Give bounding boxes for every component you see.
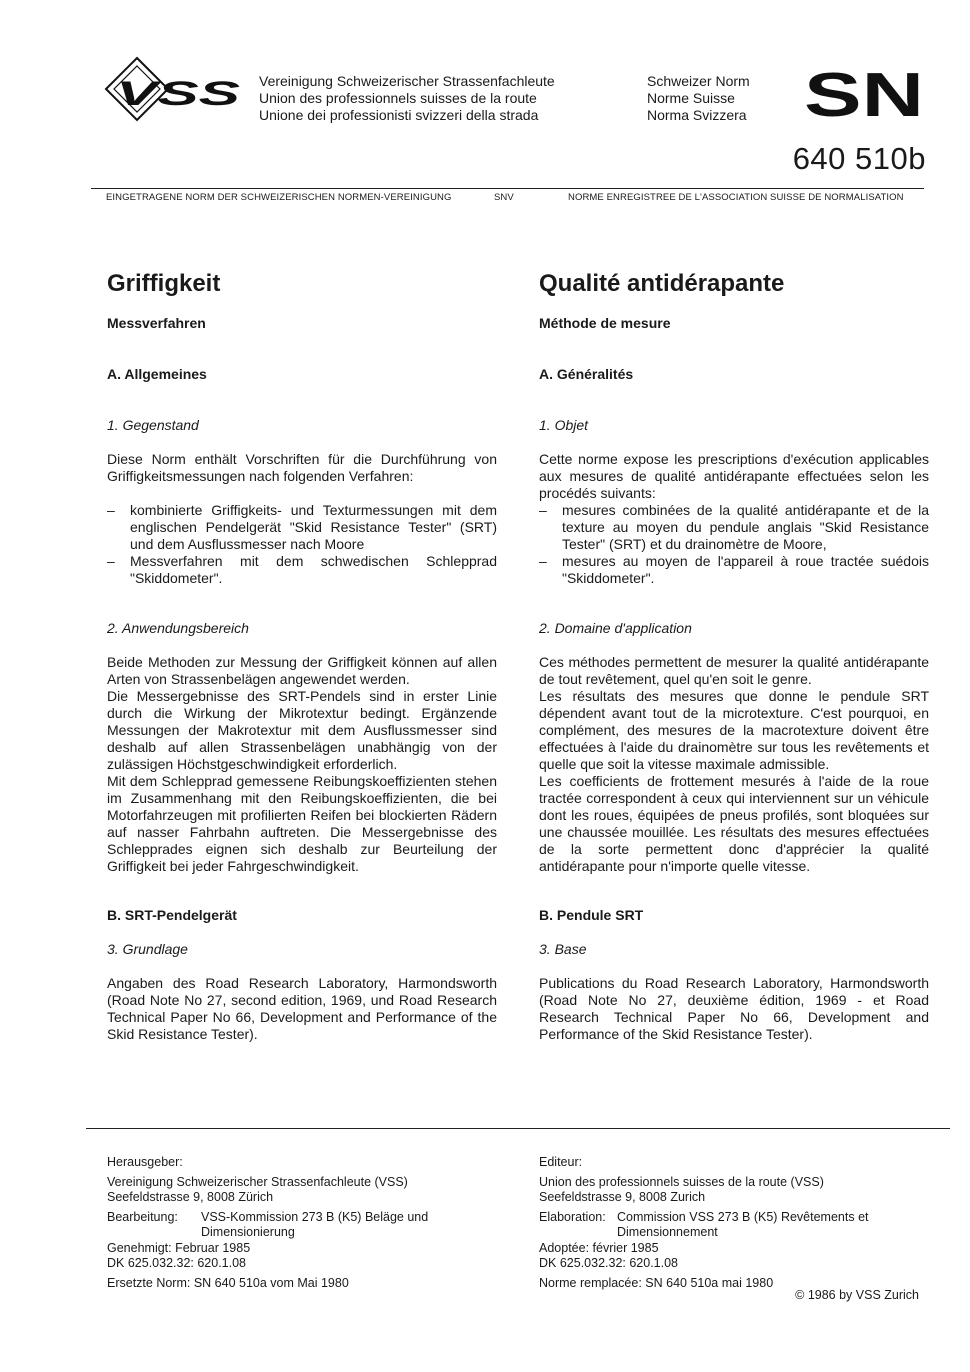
paragraph: Les coefficients de frottement mesurés à l'aide de la roue tractée correspondent à ceux qui interviennent sur un véhicule dont les roues, équipées de pneus profilés, sont bloquées sur une chaussée mouillée. Les résultats des mesures effectuées de la sorte permettent donc d'apprécier la qualité antidérapante pour n'importe quelle vitesse. xyxy=(539,773,929,874)
list-item: – mesures au moyen de l'appareil à roue tractée suédois "Skiddometer". xyxy=(539,553,929,587)
footer-divider xyxy=(86,1128,950,1129)
list-item: – mesures combinées de la qualité antidérapante et de la texture au moyen du pendule anglais "Skid Resistance Tester" (SRT) et du drainomètre de Moore, xyxy=(539,502,929,553)
dk-de: DK 625.032.32: 620.1.08 xyxy=(107,1256,247,1270)
s1-intro-fr: Cette norme expose les prescriptions d'exécution applicables aux mesures de qualité antidérapante effectuées selon les procédés suivants: xyxy=(539,451,929,501)
subtitle-fr: Méthode de mesure xyxy=(539,315,671,331)
s2-body-fr xyxy=(539,654,929,875)
vss-logo xyxy=(104,56,244,127)
publisher-address-de: Seefeldstrasse 9, 8008 Zürich xyxy=(107,1190,274,1204)
registration-snv: SNV xyxy=(494,192,514,203)
sn-logo xyxy=(804,68,926,127)
registration-de: EINGETRAGENE NORM DER SCHWEIZERISCHEN NORMEN-VEREINIGUNG xyxy=(106,192,452,203)
section-b-de: B. SRT-Pendelgerät xyxy=(107,907,237,923)
s2-body-de xyxy=(107,654,497,875)
svg-text:SN: SN xyxy=(804,68,924,122)
paragraph: Mit dem Schlepprad gemessene Reibungskoeffizienten stehen im Zusammenhang mit den Reibungskoeffizienten, die bei Motorfahrzeugen mit profilierten Reifen bei blockierten Rädern auf nasser Fahrbahn auftreten. Die Messergebnisse des Schlepprades eignen sich deshalb zur Beurteilung der Griffigkeit bei jeder Fahrgeschwindigkeit. xyxy=(107,773,497,874)
paragraph: Ces méthodes permettent de mesurer la qualité antidérapante de tout revêtement, quel qu'en soit le genre. xyxy=(539,654,929,687)
publisher-address-fr: Seefeldstrasse 9, 8008 Zurich xyxy=(539,1190,706,1204)
s1-intro-de: Diese Norm enthält Vorschriften für die Durchführung von Griffigkeitsmessungen nach folgenden Verfahren: xyxy=(107,451,497,484)
publisher-name-de: Vereinigung Schweizerischer Strassenfachleute (VSS) xyxy=(107,1174,408,1189)
editing-row-de xyxy=(107,1210,507,1241)
subtitle-de: Messverfahren xyxy=(107,315,206,331)
norm-type-it: Norma Svizzera xyxy=(647,107,747,123)
s1-list-de xyxy=(107,502,497,587)
editing-value-de: VSS-Kommission 273 B (K5) Beläge und Dimensionierung xyxy=(201,1209,429,1239)
s1-list-fr xyxy=(539,502,929,587)
publisher-label-de: Herausgeber: xyxy=(107,1155,183,1169)
publisher-label-fr: Editeur: xyxy=(539,1155,583,1169)
header-divider xyxy=(91,188,924,189)
s2-title-fr: 2. Domaine d'application xyxy=(539,620,692,636)
org-name-it: Unione dei professionisti svizzeri della strada xyxy=(259,107,539,123)
dk-fr: DK 625.032.32: 620.1.08 xyxy=(539,1256,679,1270)
section-a-fr: A. Généralités xyxy=(539,366,634,382)
title-fr: Qualité antidérapante xyxy=(539,270,785,297)
norm-type-fr: Norme Suisse xyxy=(647,90,735,106)
replaced-de: Ersetzte Norm: SN 640 510a vom Mai 1980 xyxy=(107,1275,349,1290)
norm-type xyxy=(647,73,750,124)
section-b-fr: B. Pendule SRT xyxy=(539,907,644,923)
s3-text-fr: Publications du Road Research Laboratory, Harmondsworth (Road Note No 27, deuxième édition, 1969 - et Road Research Technical Paper No 66, Development and Performance of the Skid Resistance Tester). xyxy=(539,975,929,1042)
registration-fr: NORME ENREGISTREE DE L'ASSOCIATION SUISSE DE NORMALISATION xyxy=(568,192,904,203)
paragraph: Beide Methoden zur Messung der Griffigkeit können auf allen Arten von Strassenbelägen angewendet werden. xyxy=(107,654,497,687)
replaced-fr: Norme remplacée: SN 640 510a mai 1980 xyxy=(539,1275,774,1290)
section-a-de: A. Allgemeines xyxy=(107,366,207,382)
approved-fr: Adoptée: février 1985 xyxy=(539,1240,659,1255)
s3-title-fr: 3. Base xyxy=(539,941,587,957)
editing-value-fr: Commission VSS 273 B (K5) Revêtements et Dimensionnement xyxy=(617,1209,869,1239)
list-item: – kombinierte Griffigkeits- und Texturmessungen mit dem englischen Pendelgerät "Skid Resistance Tester" (SRT) und dem Ausflussmesser nach Moore xyxy=(107,502,497,553)
norm-type-de: Schweizer Norm xyxy=(647,73,750,89)
s1-title-fr: 1. Objet xyxy=(539,417,589,433)
editing-label-fr: Elaboration: xyxy=(539,1209,606,1224)
document-number: 640 510b xyxy=(792,141,926,176)
editing-row-fr xyxy=(539,1210,939,1241)
footer-de xyxy=(107,1155,507,1291)
org-name-de: Vereinigung Schweizerischer Strassenfachleute xyxy=(259,73,555,89)
organization-names xyxy=(259,73,555,124)
title-de: Griffigkeit xyxy=(107,270,221,297)
paragraph: Les résultats des mesures que donne le pendule SRT dépendent avant tout de la microtexture. C'est pourquoi, en complément, des mesures de la macrotexture doivent être effectuées à l'aide du drainomètre sur tous les revêtements et quelle que soit la vitesse maximale admissible. xyxy=(539,688,929,772)
paragraph: Die Messergebnisse des SRT-Pendels sind in erster Linie durch die Wirkung der Mikrotextur bedingt. Ergänzende Messungen der Makrotextur mit dem Ausflussmesser sind deshalb auf allen Strassenbelägen unabhängig von der zulässigen Höchstgeschwindigkeit erforderlich. xyxy=(107,688,497,772)
s3-title-de: 3. Grundlage xyxy=(107,941,188,957)
editing-label-de: Bearbeitung: xyxy=(107,1209,178,1224)
approved-de: Genehmigt: Februar 1985 xyxy=(107,1240,251,1255)
publisher-name-fr: Union des professionnels suisses de la route (VSS) xyxy=(539,1174,824,1189)
s2-title-de: 2. Anwendungsbereich xyxy=(107,620,249,636)
copyright: © 1986 by VSS Zurich xyxy=(795,1288,919,1302)
svg-text:VSS: VSS xyxy=(116,75,241,113)
s3-text-de: Angaben des Road Research Laboratory, Harmondsworth (Road Note No 27, second edition, 1969, und Road Research Technical Paper No 66, Development and Performance of the Skid Resistance Tester). xyxy=(107,975,497,1042)
list-item: – Messverfahren mit dem schwedischen Schlepprad "Skiddometer". xyxy=(107,553,497,587)
s1-title-de: 1. Gegenstand xyxy=(107,417,199,433)
org-name-fr: Union des professionnels suisses de la route xyxy=(259,90,537,106)
footer-fr xyxy=(539,1155,939,1291)
